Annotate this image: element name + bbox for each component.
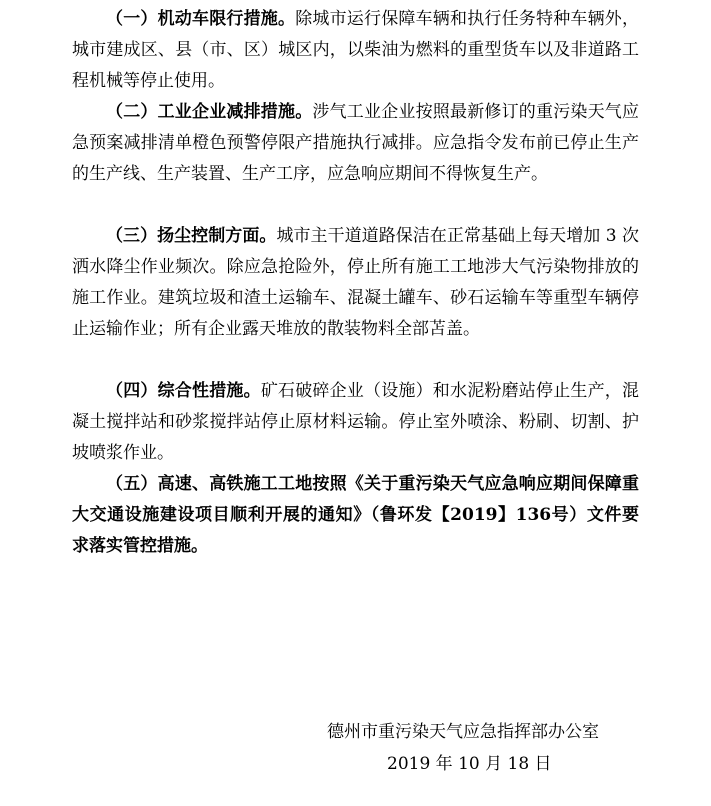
paragraph-body: 矿石破碎企业（设施）和水泥粉磨站停止生产，混凝土搅拌站和砂浆搅拌站停止原材料运输。停止室外喷涂、粉刷、切割、护坡喷浆作业。 (72, 381, 640, 463)
paragraph-heading: （一）机动车限行措施。 (106, 9, 296, 29)
paragraph-comprehensive-measures (72, 376, 639, 469)
signature-date: 2019 年 10 月 18 日 (387, 754, 552, 774)
paragraph-heading: （三）扬尘控制方面。 (106, 226, 277, 246)
paragraph-dust-control (72, 221, 639, 345)
paragraph-body: 城市主干道道路保洁在正常基础上每天增加 3 次洒水降尘作业频次。除应急抢险外，停止所有施工工地涉大气污染物排放的施工作业。建筑垃圾和渣土运输车、混凝土罐车、砂石运输车等重型车辆停止运输作业；所有企业露天堆放的散装物料全部苫盖。 (72, 226, 640, 339)
paragraph-heading: （二）工业企业减排措施。 (106, 102, 313, 122)
paragraph-heading: （五）高速、高铁施工工地按照《关于重污染天气应急响应期间保障重大交通设施建设项目顺利开展的通知》（鲁环发【2019】136号）文件要求落实管控措施。 (72, 474, 639, 556)
paragraph-body: 涉气工业企业按照最新修订的重污染天气应急预案减排清单橙色预警停限产措施执行减排。应急指令发布前已停止生产的生产线、生产装置、生产工序，应急响应期间不得恢复生产。 (72, 102, 640, 184)
paragraph-vehicle-restriction (72, 4, 639, 97)
signature-organization: 德州市重污染天气应急指挥部办公室 (327, 722, 599, 742)
paragraph-heading: （四）综合性措施。 (106, 381, 261, 401)
paragraph-industrial-reduction (72, 97, 639, 190)
paragraph-body: 除城市运行保障车辆和执行任务特种车辆外，城市建成区、县（市、区）城区内，以柴油为燃料的重型货车以及非道路工程机械等停止使用。 (72, 9, 640, 91)
paragraph-highway-railway-sites (72, 469, 639, 562)
